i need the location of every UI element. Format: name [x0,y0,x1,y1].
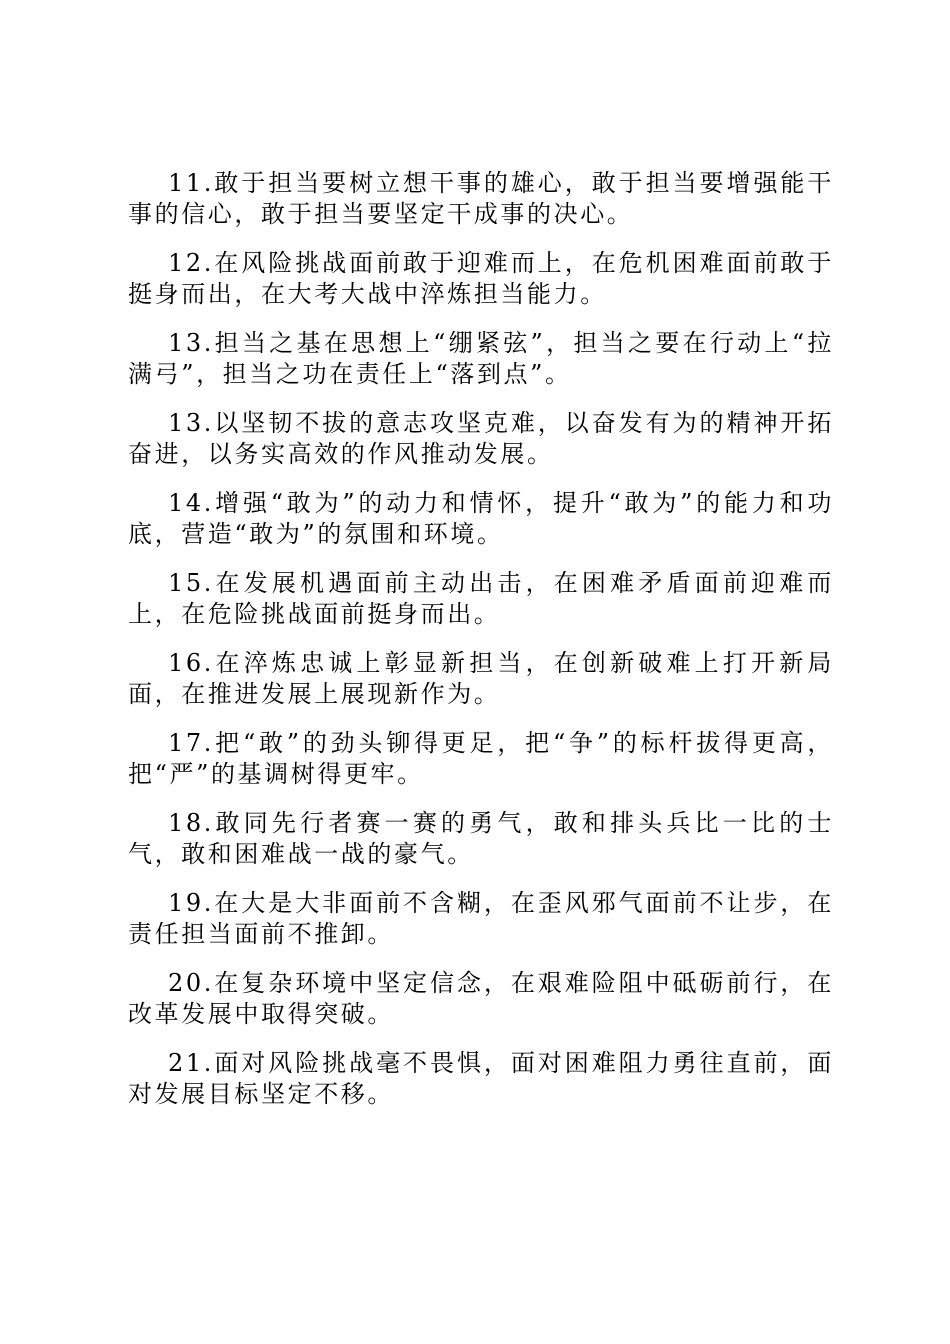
paragraph-11: 11.敢于担当要树立想干事的雄心，敢于担当要增强能干事的信心，敢于担当要坚定干成事的决心。 [128,169,834,228]
paragraph-16: 16.在淬炼忠诚上彰显新担当，在创新破难上打开新局面，在推进发展上展现新作为。 [128,649,834,708]
paragraph-20: 20.在复杂环境中坚定信念，在艰难险阻中砥砺前行，在改革发展中取得突破。 [128,969,834,1028]
paragraph-12: 12.在风险挑战面前敢于迎难而上，在危机困难面前敢于挺身而出，在大考大战中淬炼担当能力。 [128,249,834,308]
paragraph-14: 14.增强“敢为”的动力和情怀，提升“敢为”的能力和功底，营造“敢为”的氛围和环境。 [128,489,834,548]
paragraph-15: 15.在发展机遇面前主动出击，在困难矛盾面前迎难而上，在危险挑战面前挺身而出。 [128,569,834,628]
paragraph-18: 18.敢同先行者赛一赛的勇气，敢和排头兵比一比的士气，敢和困难战一战的豪气。 [128,809,834,868]
document-body [128,168,834,1128]
paragraph-13a: 13.担当之基在思想上“绷紧弦”，担当之要在行动上“拉满弓”，担当之功在责任上“落到点”。 [128,329,834,388]
paragraph-21: 21.面对风险挑战毫不畏惧，面对困难阻力勇往直前，面对发展目标坚定不移。 [128,1049,834,1108]
paragraph-17: 17.把“敢”的劲头铆得更足，把“争”的标杆拔得更高，把“严”的基调树得更牢。 [128,729,834,788]
paragraph-19: 19.在大是大非面前不含糊，在歪风邪气面前不让步，在责任担当面前不推卸。 [128,889,834,948]
paragraph-13b: 13.以坚韧不拔的意志攻坚克难，以奋发有为的精神开拓奋进，以务实高效的作风推动发展。 [128,409,834,468]
